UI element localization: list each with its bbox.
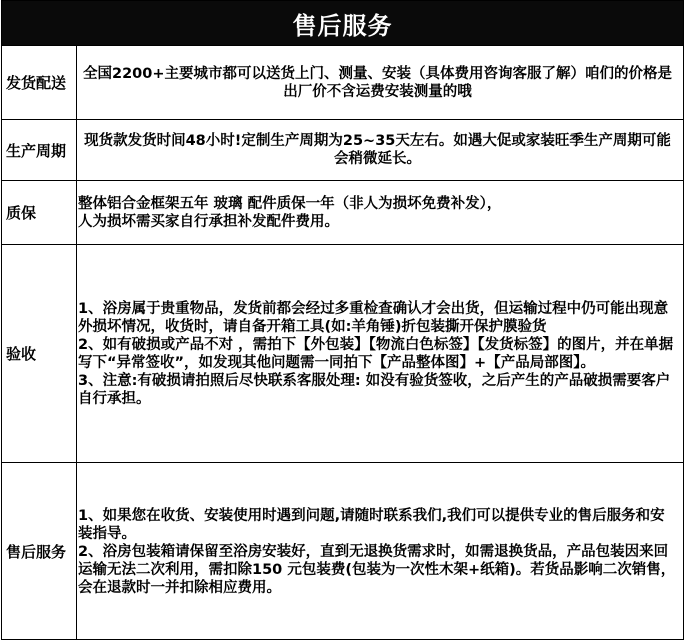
inspection-paragraph: 1、浴房属于贵重物品，发货前都会经过多重检查确认才会出货，但运输过程中仍可能出现意外损坏情况，收货时，请自备开箱工具(如:羊角锤)折包装撕开保护膜验货 bbox=[78, 300, 669, 335]
warranty-text bbox=[78, 195, 677, 231]
after-sales-table bbox=[1, 0, 684, 640]
row-label-production: 生产周期 bbox=[2, 120, 77, 180]
warranty-line: 人为损坏需买家自行承担补发配件费用。 bbox=[78, 213, 339, 230]
row-label-inspection: 验收 bbox=[2, 245, 77, 462]
row-content-delivery bbox=[78, 46, 677, 119]
after-sales-paragraph: 2、浴房包装箱请保留至浴房安装好，直到无退换货需求时，如需退换货品，产品包装因来回运输无法二次利用，需扣除150 元包装费(包装为一次性木架+纸箱)。若货品影响二次销售，会在退款时一并扣除相应费用。 bbox=[78, 543, 676, 596]
row-delivery bbox=[2, 45, 683, 119]
production-text: 现货款发货时间48小时!定制生产周期为25~35天左右。如遇大促或家装旺季生产周期可能会稍微延长。 bbox=[84, 133, 671, 167]
row-label-warranty: 质保 bbox=[2, 181, 77, 244]
row-production bbox=[2, 119, 683, 180]
warranty-line: 整体铝合金框架五年 玻璃 配件质保一年（非人为损坏免费补发）， bbox=[78, 195, 502, 212]
row-warranty bbox=[2, 180, 683, 244]
after-sales-paragraph: 1、如果您在收货、安装使用时遇到问题,请随时联系我们,我们可以提供专业的售后服务和安装指导。 bbox=[78, 507, 665, 542]
row-content-warranty bbox=[78, 181, 677, 244]
row-label-after-sales: 售后服务 bbox=[2, 463, 77, 640]
after-sales-text bbox=[78, 507, 677, 597]
inspection-paragraph: 3、注意:有破损请拍照后尽快联系客服处理: 如没有验货签收，之后产生的产品破损需要客户自行承担。 bbox=[78, 372, 671, 407]
row-after-sales bbox=[2, 462, 683, 640]
row-inspection bbox=[2, 244, 683, 462]
inspection-text bbox=[78, 300, 677, 408]
row-content-production bbox=[78, 120, 677, 180]
row-label-delivery: 发货配送 bbox=[2, 46, 77, 119]
inspection-paragraph: 2、如有破损或产品不对 ，需拍下【外包装】【物流白色标签】【发货标签】的图片，并在单据写下“异常签收”，如发现其他问题需一同拍下【产品整体图】+【产品局部图】。 bbox=[78, 336, 674, 371]
row-content-after-sales bbox=[78, 463, 677, 640]
delivery-text: 全国2200+主要城市都可以送货上门、测量、安装（具体费用咨询客服了解）咱们的价格是出厂价不含运费安装测量的哦 bbox=[82, 65, 672, 100]
row-content-inspection bbox=[78, 245, 677, 462]
page-title: 售后服务 bbox=[2, 1, 683, 45]
